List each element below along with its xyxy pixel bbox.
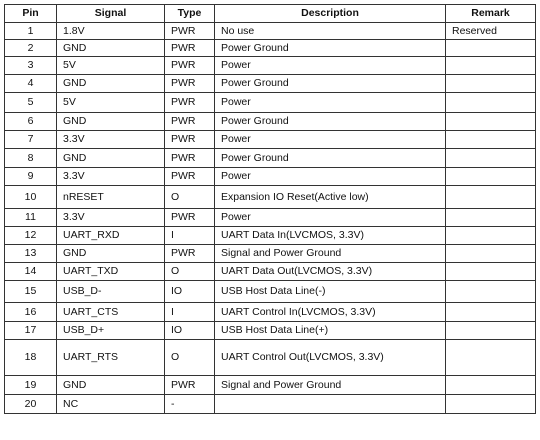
signal-cell: UART_CTS (57, 303, 165, 322)
description-cell: Power (215, 131, 446, 149)
pin-cell: 19 (5, 376, 57, 395)
table-row (5, 149, 536, 168)
table-row (5, 281, 536, 303)
table-row (5, 340, 536, 376)
header-remark: Remark (446, 5, 536, 23)
pin-cell: 16 (5, 303, 57, 322)
remark-cell (446, 149, 536, 168)
description-cell: Power (215, 209, 446, 227)
type-cell: PWR (165, 23, 215, 40)
remark-cell (446, 40, 536, 57)
remark-cell (446, 340, 536, 376)
pin-cell: 20 (5, 395, 57, 414)
signal-cell: GND (57, 113, 165, 131)
table-row (5, 93, 536, 113)
signal-cell: 3.3V (57, 168, 165, 186)
table-row (5, 168, 536, 186)
remark-cell (446, 186, 536, 209)
remark-cell (446, 113, 536, 131)
pin-cell: 15 (5, 281, 57, 303)
type-cell: - (165, 395, 215, 414)
type-cell: PWR (165, 209, 215, 227)
table-row (5, 376, 536, 395)
signal-cell: 3.3V (57, 209, 165, 227)
description-cell: Power Ground (215, 113, 446, 131)
table-row (5, 40, 536, 57)
table-row (5, 303, 536, 322)
remark-cell (446, 263, 536, 281)
remark-cell (446, 75, 536, 93)
signal-cell: UART_TXD (57, 263, 165, 281)
type-cell: PWR (165, 168, 215, 186)
table-row (5, 113, 536, 131)
remark-cell (446, 57, 536, 75)
signal-cell: 3.3V (57, 131, 165, 149)
pin-cell: 9 (5, 168, 57, 186)
pin-cell: 3 (5, 57, 57, 75)
description-cell: Expansion IO Reset(Active low) (215, 186, 446, 209)
pin-cell: 17 (5, 322, 57, 340)
table-row (5, 322, 536, 340)
signal-cell: USB_D- (57, 281, 165, 303)
remark-cell (446, 131, 536, 149)
table-row (5, 227, 536, 245)
type-cell: PWR (165, 40, 215, 57)
type-cell: PWR (165, 75, 215, 93)
remark-cell (446, 245, 536, 263)
type-cell: I (165, 303, 215, 322)
header-type: Type (165, 5, 215, 23)
signal-cell: GND (57, 40, 165, 57)
remark-cell: Reserved (446, 23, 536, 40)
type-cell: O (165, 186, 215, 209)
description-cell: Power (215, 93, 446, 113)
description-cell: No use (215, 23, 446, 40)
remark-cell (446, 93, 536, 113)
remark-cell (446, 322, 536, 340)
table-row (5, 395, 536, 414)
signal-cell: UART_RTS (57, 340, 165, 376)
signal-cell: GND (57, 149, 165, 168)
pin-cell: 7 (5, 131, 57, 149)
pin-cell: 18 (5, 340, 57, 376)
signal-cell: GND (57, 245, 165, 263)
header-pin: Pin (5, 5, 57, 23)
table-row (5, 57, 536, 75)
signal-cell: nRESET (57, 186, 165, 209)
table-row (5, 263, 536, 281)
signal-cell: 1.8V (57, 23, 165, 40)
type-cell: PWR (165, 113, 215, 131)
description-cell: Power (215, 57, 446, 75)
table-row (5, 23, 536, 40)
table-row (5, 186, 536, 209)
header-signal: Signal (57, 5, 165, 23)
pin-cell: 13 (5, 245, 57, 263)
pin-table-body (5, 23, 536, 414)
remark-cell (446, 395, 536, 414)
description-cell: UART Data In(LVCMOS, 3.3V) (215, 227, 446, 245)
description-cell: Signal and Power Ground (215, 245, 446, 263)
type-cell: PWR (165, 131, 215, 149)
type-cell: O (165, 340, 215, 376)
description-cell: Power Ground (215, 40, 446, 57)
type-cell: PWR (165, 93, 215, 113)
pin-cell: 6 (5, 113, 57, 131)
signal-cell: 5V (57, 57, 165, 75)
header-row (5, 5, 536, 23)
pin-cell: 11 (5, 209, 57, 227)
type-cell: PWR (165, 57, 215, 75)
table-row (5, 131, 536, 149)
signal-cell: GND (57, 75, 165, 93)
pin-cell: 2 (5, 40, 57, 57)
description-cell: USB Host Data Line(-) (215, 281, 446, 303)
description-cell: Power Ground (215, 75, 446, 93)
table-row (5, 209, 536, 227)
signal-cell: USB_D+ (57, 322, 165, 340)
description-cell (215, 395, 446, 414)
description-cell: Power Ground (215, 149, 446, 168)
pin-cell: 14 (5, 263, 57, 281)
description-cell: UART Control Out(LVCMOS, 3.3V) (215, 340, 446, 376)
table-row (5, 245, 536, 263)
pin-table (4, 4, 536, 414)
signal-cell: NC (57, 395, 165, 414)
signal-cell: UART_RXD (57, 227, 165, 245)
description-cell: UART Data Out(LVCMOS, 3.3V) (215, 263, 446, 281)
remark-cell (446, 303, 536, 322)
remark-cell (446, 227, 536, 245)
pin-cell: 4 (5, 75, 57, 93)
remark-cell (446, 376, 536, 395)
remark-cell (446, 209, 536, 227)
signal-cell: GND (57, 376, 165, 395)
type-cell: PWR (165, 245, 215, 263)
remark-cell (446, 281, 536, 303)
type-cell: O (165, 263, 215, 281)
description-cell: Signal and Power Ground (215, 376, 446, 395)
type-cell: PWR (165, 376, 215, 395)
table-row (5, 75, 536, 93)
pin-cell: 8 (5, 149, 57, 168)
pin-cell: 1 (5, 23, 57, 40)
type-cell: PWR (165, 149, 215, 168)
pin-cell: 10 (5, 186, 57, 209)
remark-cell (446, 168, 536, 186)
description-cell: USB Host Data Line(+) (215, 322, 446, 340)
description-cell: UART Control In(LVCMOS, 3.3V) (215, 303, 446, 322)
header-description: Description (215, 5, 446, 23)
pin-cell: 12 (5, 227, 57, 245)
type-cell: IO (165, 281, 215, 303)
type-cell: IO (165, 322, 215, 340)
description-cell: Power (215, 168, 446, 186)
signal-cell: 5V (57, 93, 165, 113)
pin-cell: 5 (5, 93, 57, 113)
type-cell: I (165, 227, 215, 245)
